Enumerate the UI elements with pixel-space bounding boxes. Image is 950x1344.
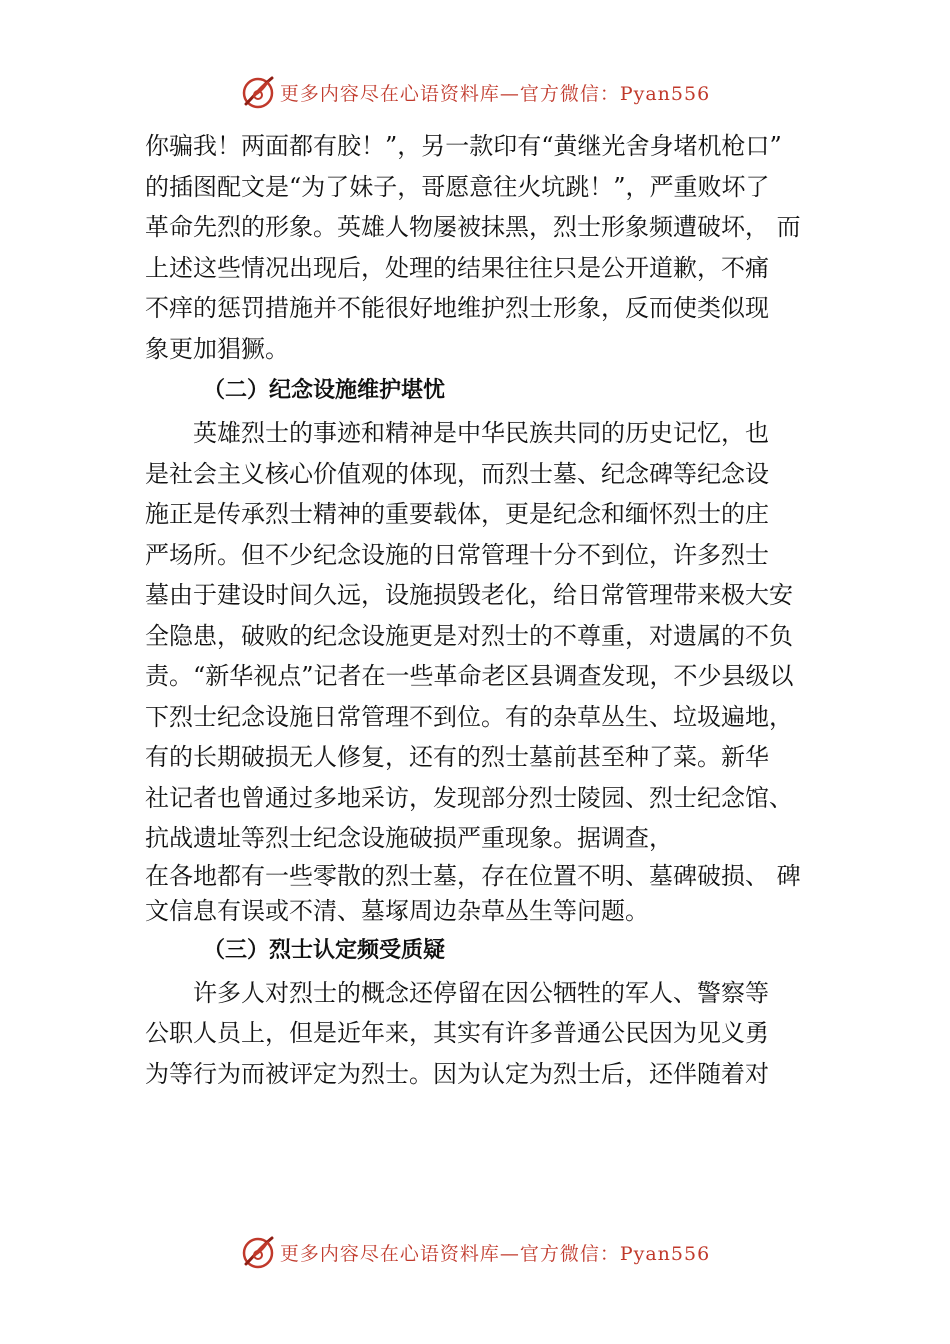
text-line: 不痒的惩罚措施并不能很好地维护烈士形象，反而使类似现 (145, 294, 769, 322)
text-line: 的插图配文是“为了妹子，哥愿意往火坑跳！”，严重败坏了 (145, 172, 770, 201)
text-line: 施正是传承烈士精神的重要载体，更是纪念和缅怀烈士的庄 (145, 500, 769, 528)
header-banner (0, 72, 950, 112)
text-line: 在各地都有一些零散的烈士墓，存在位置不明、墓碑破损、 碑 (145, 861, 801, 890)
text-line: 严场所。但不少纪念设施的日常管理十分不到位，许多烈士 (145, 540, 769, 569)
text-line: 上述这些情况出现后，处理的结果往往只是公开道歉，不痛 (145, 253, 769, 282)
text-line: 英雄烈士的事迹和精神是中华民族共同的历史记忆，也 (193, 419, 769, 447)
text-line: 全隐患，破败的纪念设施更是对烈士的不尊重，对遗属的不负 (145, 621, 793, 650)
text-line: 有的长期破损无人修复，还有的烈士墓前甚至种了菜。新华 (145, 743, 769, 771)
text-line: 象更加猖獗。 (145, 334, 289, 363)
text-line: 墓由于建设时间久远，设施损毁老化，给日常管理带来极大安 (145, 581, 793, 609)
text-line: 是社会主义核心价值观的体现，而烈士墓、纪念碑等纪念设 (145, 459, 769, 488)
quill-seal-logo-icon (240, 74, 276, 110)
footer-banner-text: 更多内容尽在心语资料库—官方微信：Pyan556 (279, 1242, 711, 1265)
text-line: 下烈士纪念设施日常管理不到位。有的杂草丛生、垃圾遍地， (145, 702, 793, 731)
text-line: 革命先烈的形象。英雄人物屡被抹黑，烈士形象频遭破坏， 而 (145, 213, 801, 241)
text-line: 许多人对烈士的概念还停留在因公牺牲的军人、警察等 (193, 978, 769, 1007)
text-line: 公职人员上，但是近年来，其实有许多普通公民因为见义勇 (145, 1019, 769, 1047)
document-body (145, 126, 835, 1094)
footer-banner (0, 1232, 950, 1272)
header-banner-text: 更多内容尽在心语资料库—官方微信：Pyan556 (279, 82, 711, 105)
text-line: 社记者也曾通过多地采访，发现部分烈士陵园、烈士纪念馆、 (145, 783, 793, 812)
text-line: 你骗我！两面都有胶！”，另一款印有“黄继光舍身堵机枪口” (145, 132, 782, 160)
quill-seal-logo-icon (240, 1234, 276, 1270)
section-heading-2: （二）纪念设施维护堪忧 (203, 378, 446, 403)
section-heading-3: （三）烈士认定频受质疑 (203, 937, 446, 963)
text-line: 抗战遗址等烈士纪念设施破损严重现象。据调查， (145, 824, 673, 852)
text-line: 责。“新华视点”记者在一些革命老区县调查发现，不少县级以 (145, 662, 794, 690)
text-line: 文信息有误或不清、墓塚周边杂草丛生等问题。 (145, 896, 649, 925)
text-line: 为等行为而被评定为烈士。因为认定为烈士后，还伴随着对 (145, 1059, 769, 1088)
